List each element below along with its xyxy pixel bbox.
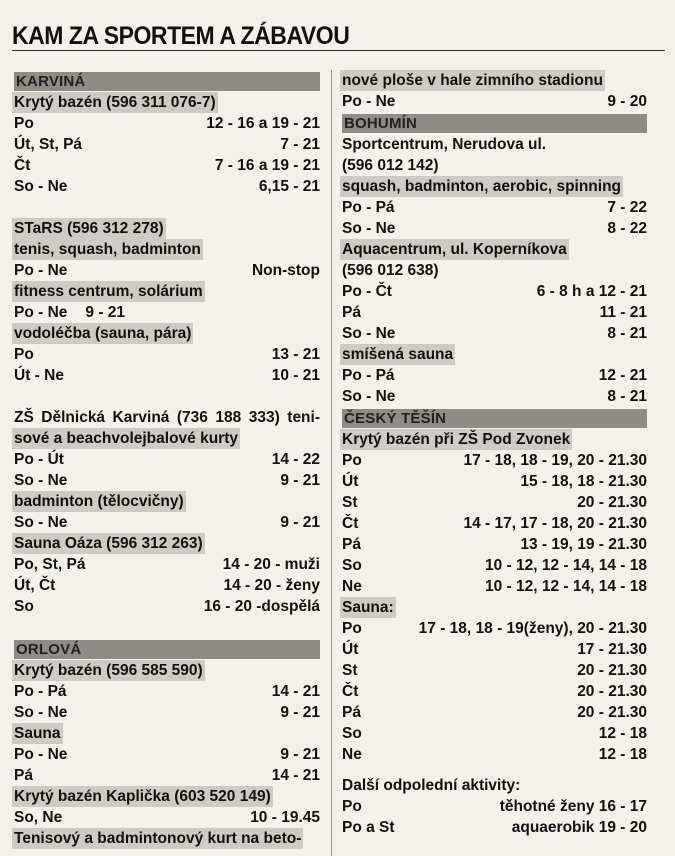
schedule-row: Út, Čt 14 - 20 - ženy xyxy=(14,577,320,594)
column-divider xyxy=(331,70,332,856)
schedule-day: Ne xyxy=(342,746,362,763)
schedule-day: St xyxy=(342,662,358,679)
schedule-time: 20 - 21.30 xyxy=(577,704,647,721)
schedule-row: Po, St, Pá 14 - 20 - muži xyxy=(14,556,320,573)
schedule-row: Po - Čt 6 - 8 h a 12 - 21 xyxy=(342,283,647,300)
activity-label: squash, badminton, aerobic, spinning xyxy=(342,178,622,195)
schedule-time: 17 - 18, 18 - 19(ženy), 20 - 21.30 xyxy=(418,620,647,637)
schedule-day: Pá xyxy=(342,536,361,553)
schedule-day: Čt xyxy=(342,683,359,700)
schedule-row xyxy=(342,576,647,597)
venue-name: STaRS (596 312 278) xyxy=(14,220,164,237)
venue-name: Sauna Oáza (596 312 263) xyxy=(14,535,203,552)
venue-phone: (596 012 638) xyxy=(342,262,439,279)
activity-label: smíšená sauna xyxy=(342,346,454,363)
schedule-time: 12 - 18 xyxy=(598,746,647,763)
schedule-day: Út xyxy=(342,641,359,658)
venue-name: Krytý bazén (596 311 076-7) xyxy=(14,94,216,111)
venue-title xyxy=(14,786,320,807)
schedule-day: So - Ne xyxy=(14,178,68,195)
activity-label: badminton (tělocvičny) xyxy=(14,493,184,510)
schedule-day: Čt xyxy=(14,157,31,174)
section-bar-karvina: KARVINÁ xyxy=(14,72,320,91)
schedule-row: Po - Pá 14 - 21 xyxy=(14,683,320,700)
schedule-time: 14 - 17, 17 - 18, 20 - 21.30 xyxy=(463,515,647,532)
schedule-row xyxy=(342,681,647,702)
venue-title: Tenisový a badmintonový kurt na beto- xyxy=(14,830,302,847)
schedule-row xyxy=(342,534,647,555)
venue-phone: (596 012 142) xyxy=(342,157,439,174)
karvina-pool-schedule xyxy=(14,113,320,197)
schedule-row: So - Ne 8 - 21 xyxy=(342,388,647,405)
venue-title-cont: nové ploše v hale zimního stadionu xyxy=(342,72,603,89)
schedule-row xyxy=(342,513,647,534)
schedule-day: Po xyxy=(14,115,34,132)
schedule-time: 20 - 21.30 xyxy=(577,662,647,679)
venue-title xyxy=(14,92,320,113)
schedule-row: So, Ne 10 - 19.45 xyxy=(14,809,320,826)
venue-name: Krytý bazén Kaplička (603 520 149) xyxy=(14,788,271,805)
schedule-row: Pá 14 - 21 xyxy=(14,767,320,784)
tesin-sauna-schedule xyxy=(342,618,647,765)
activity-label: fitness centrum, solárium xyxy=(14,283,203,300)
schedule-day: Čt xyxy=(342,515,359,532)
activity-label: tenis, squash, badminton xyxy=(14,241,201,258)
schedule-time: 6,15 - 21 xyxy=(258,178,320,195)
schedule-row: Po - Ne Non-stop xyxy=(14,262,320,279)
schedule-row xyxy=(342,492,647,513)
schedule-row: Po - Pá 12 - 21 xyxy=(342,367,647,384)
schedule-time: 10 - 12, 12 - 14, 14 - 18 xyxy=(485,578,647,595)
schedule-row: Po - Út 14 - 22 xyxy=(14,451,320,468)
venue-title: Aquacentrum, ul. Koperníkova xyxy=(342,241,567,258)
activity-label: Sauna xyxy=(14,725,61,742)
right-column xyxy=(342,70,647,838)
schedule-row xyxy=(342,702,647,723)
venue-title xyxy=(14,533,320,554)
schedule-time: 7 - 21 xyxy=(280,136,320,153)
schedule-row: Pá 11 - 21 xyxy=(342,304,647,321)
left-column xyxy=(14,70,320,849)
venue-title-cont: sové a beachvolejbalové kurty xyxy=(14,430,238,447)
schedule-row: Út - Ne 10 - 21 xyxy=(14,367,320,384)
schedule-day: Po xyxy=(342,620,362,637)
schedule-row xyxy=(342,639,647,660)
schedule-row xyxy=(14,134,320,155)
schedule-time: 7 - 16 a 19 - 21 xyxy=(214,157,320,174)
schedule-day: So xyxy=(342,725,362,742)
spacer xyxy=(342,765,647,775)
schedule-day: Út, St, Pá xyxy=(14,136,83,153)
schedule-row: So - Ne 8 - 21 xyxy=(342,325,647,342)
schedule-time: 15 - 18, 18 - 21.30 xyxy=(520,473,647,490)
venue-title: Další odpolední aktivity: xyxy=(342,777,521,794)
schedule-time: 13 - 19, 19 - 21.30 xyxy=(520,536,647,553)
spacer xyxy=(14,617,320,638)
schedule-row: Po 13 - 21 xyxy=(14,346,320,363)
activity-label: vodoléčba (sauna, pára) xyxy=(14,325,192,342)
schedule-time: 20 - 21.30 xyxy=(577,683,647,700)
venue-title: Sportcentrum, Nerudova ul. xyxy=(342,136,547,153)
schedule-row: Po a St aquaerobik 19 - 20 xyxy=(342,819,647,836)
schedule-day: Út xyxy=(342,473,359,490)
schedule-row: Po - Pá 7 - 22 xyxy=(342,199,647,216)
schedule-row xyxy=(342,555,647,576)
schedule-row xyxy=(342,471,647,492)
schedule-time: 10 - 12, 12 - 14, 14 - 18 xyxy=(485,557,647,574)
schedule-row xyxy=(342,450,647,471)
section-bar-cesky-tesin: ČESKÝ TĚŠÍN xyxy=(342,409,647,428)
spacer xyxy=(14,386,320,407)
schedule-day: Po xyxy=(342,452,362,469)
schedule-row xyxy=(342,744,647,765)
schedule-day: Pá xyxy=(342,704,361,721)
venue-title xyxy=(14,218,320,239)
schedule-row: Po - Ne 9 - 21 xyxy=(14,304,126,321)
venue-name: Krytý bazén (596 585 590) xyxy=(14,662,203,679)
venue-title: Sauna: xyxy=(342,599,394,616)
venue-title: Krytý bazén při ZŠ Pod Zvonek xyxy=(342,431,571,448)
schedule-row xyxy=(14,176,320,197)
section-bar-orlova: ORLOVÁ xyxy=(14,640,320,659)
schedule-row: Po - Ne 9 - 20 xyxy=(342,93,647,110)
schedule-row: Po - Ne 9 - 21 xyxy=(14,746,320,763)
schedule-day: So xyxy=(342,557,362,574)
schedule-row xyxy=(14,113,320,134)
schedule-day: St xyxy=(342,494,358,511)
schedule-row xyxy=(14,155,320,176)
schedule-time: 20 - 21.30 xyxy=(577,494,647,511)
section-bar-bohumin: BOHUMÍN xyxy=(342,114,647,133)
schedule-time: 12 - 18 xyxy=(598,725,647,742)
schedule-time: 17 - 21.30 xyxy=(577,641,647,658)
schedule-time: 17 - 18, 18 - 19, 20 - 21.30 xyxy=(463,452,647,469)
venue-title xyxy=(14,660,320,681)
schedule-time: 12 - 16 a 19 - 21 xyxy=(206,115,320,132)
spacer xyxy=(14,197,320,218)
schedule-row: So - Ne 9 - 21 xyxy=(14,514,320,531)
schedule-row: So - Ne 9 - 21 xyxy=(14,472,320,489)
schedule-row: So - Ne 9 - 21 xyxy=(14,704,320,721)
schedule-row xyxy=(342,618,647,639)
venue-title: ZŠ Dělnická Karviná (736 188 333) teni- xyxy=(14,409,320,426)
schedule-row: Po těhotné ženy 16 - 17 xyxy=(342,798,647,815)
schedule-row xyxy=(342,723,647,744)
page-title: KAM ZA SPORTEM A ZÁBAVOU xyxy=(12,22,350,50)
schedule-row: So 16 - 20 -dospělá xyxy=(14,598,320,615)
schedule-row xyxy=(342,660,647,681)
schedule-day: Ne xyxy=(342,578,362,595)
title-rule xyxy=(12,50,665,51)
tesin-pool-schedule xyxy=(342,450,647,597)
schedule-row: So - Ne 8 - 22 xyxy=(342,220,647,237)
